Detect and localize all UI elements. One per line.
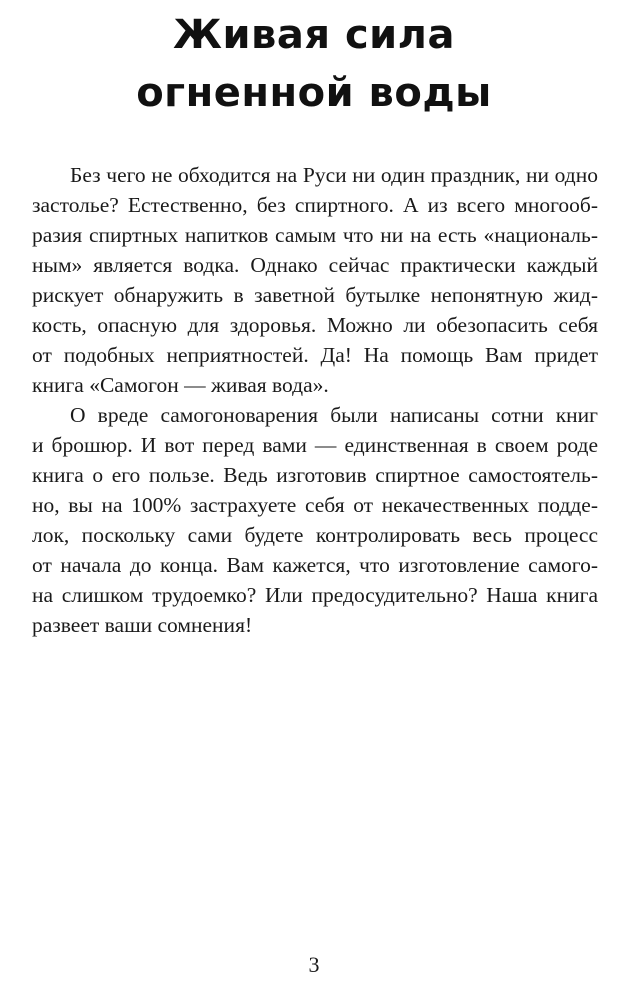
text-line: ным» является водка. Однако сейчас практически каждый (32, 253, 598, 277)
text-line: на слишком трудоемко? Или предосудительно? Наша книга (32, 583, 598, 607)
paragraph-2 (32, 400, 598, 640)
text-line: рискует обнаружить в заветной бутылке непонятную жид- (32, 283, 598, 307)
text-line: Без чего не обходится на Руси ни один праздник, ни одно (70, 163, 598, 187)
text-line: лок, поскольку сами будете контролировать весь процесс (32, 523, 598, 547)
text-line: и брошюр. И вот перед вами — единственная в своем роде (32, 433, 598, 457)
title-line-1: Живая сила (173, 12, 455, 58)
text-line: от начала до конца. Вам кажется, что изготовление самого- (32, 553, 598, 577)
text-line: книга о его пользе. Ведь изготовив спиртное самостоятель- (32, 463, 598, 487)
text-line: застолье? Естественно, без спиртного. А из всего многооб- (32, 193, 598, 217)
text-line: но, вы на 100% застрахуете себя от некачественных подде- (32, 493, 598, 517)
text-line: кость, опасную для здоровья. Можно ли обезопасить себя (32, 313, 598, 337)
title-line-2: огненной воды (136, 70, 492, 116)
text-line: разия спиртных напитков самым что ни на есть «националь- (32, 223, 598, 247)
paragraph-1 (32, 160, 598, 400)
page-title (0, 6, 628, 122)
page-number: 3 (308, 952, 320, 977)
text-line: книга «Самогон — живая вода». (32, 373, 329, 397)
text-line: от подобных неприятностей. Да! На помощь Вам придет (32, 343, 598, 367)
body-text (32, 160, 598, 640)
text-line: развеет ваши сомнения! (32, 613, 253, 637)
text-line: О вреде самогоноварения были написаны сотни книг (70, 403, 598, 427)
